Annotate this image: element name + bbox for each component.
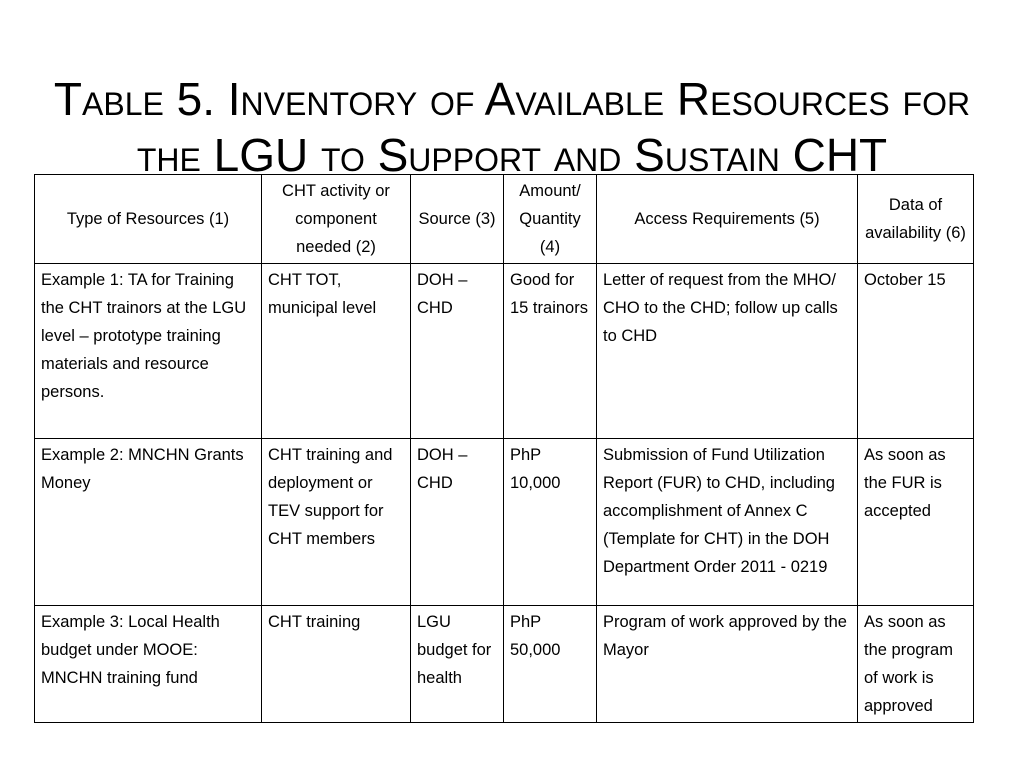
header-amount-quantity: Amount/ Quantity (4) xyxy=(504,175,597,264)
cell-cht-activity: CHT training and deployment or TEV support for CHT members xyxy=(262,439,411,606)
cell-cht-activity: CHT training xyxy=(262,606,411,723)
cell-source: DOH – CHD xyxy=(411,264,504,439)
header-data-of-availability: Data of availability (6) xyxy=(858,175,974,264)
cell-amount-quantity: PhP 50,000 xyxy=(504,606,597,723)
title-line-1: Table 5. Inventory of Available Resources for xyxy=(53,72,971,125)
inventory-table xyxy=(34,174,974,723)
header-cht-activity: CHT activity or component needed (2) xyxy=(262,175,411,264)
table-row xyxy=(35,439,974,606)
table-header-row xyxy=(35,175,974,264)
cell-cht-activity: CHT TOT, municipal level xyxy=(262,264,411,439)
header-type-of-resources: Type of Resources (1) xyxy=(35,175,262,264)
table-row xyxy=(35,264,974,439)
cell-data-of-availability: As soon as the program of work is approved xyxy=(858,606,974,723)
table-row xyxy=(35,606,974,723)
cell-amount-quantity: Good for 15 trainors xyxy=(504,264,597,439)
cell-type-of-resources: Example 3: Local Health budget under MOOE: MNCHN training fund xyxy=(35,606,262,723)
cell-access-requirements: Letter of request from the MHO/ CHO to the CHD; follow up calls to CHD xyxy=(597,264,858,439)
header-source: Source (3) xyxy=(411,175,504,264)
cell-amount-quantity: PhP 10,000 xyxy=(504,439,597,606)
cell-type-of-resources: Example 2: MNCHN Grants Money xyxy=(35,439,262,606)
cell-type-of-resources: Example 1: TA for Training the CHT trainors at the LGU level – prototype training materials and resource persons. xyxy=(35,264,262,439)
page-title xyxy=(0,71,1024,183)
header-access-requirements: Access Requirements (5) xyxy=(597,175,858,264)
cell-access-requirements: Submission of Fund Utilization Report (FUR) to CHD, including accomplishment of Annex C (Template for CHT) in the DOH Department Order 2011 - 0219 xyxy=(597,439,858,606)
cell-access-requirements: Program of work approved by the Mayor xyxy=(597,606,858,723)
title-line-2: the LGU to Support and Sustain CHT xyxy=(136,128,888,181)
cell-data-of-availability: As soon as the FUR is accepted xyxy=(858,439,974,606)
cell-source: DOH – CHD xyxy=(411,439,504,606)
cell-source: LGU budget for health xyxy=(411,606,504,723)
cell-data-of-availability: October 15 xyxy=(858,264,974,439)
